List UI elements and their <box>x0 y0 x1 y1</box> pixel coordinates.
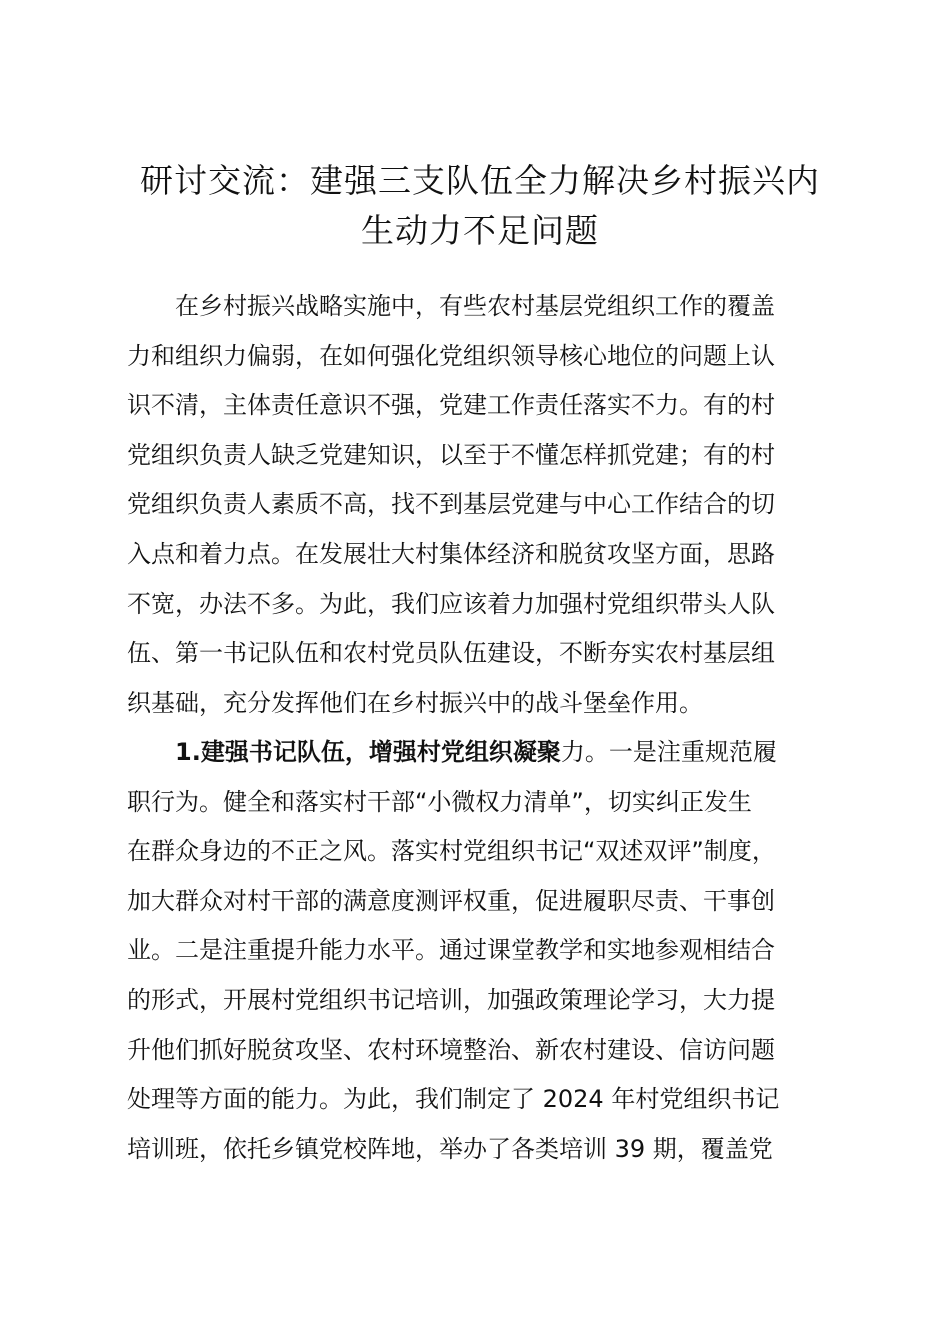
paragraph-line: 职行为。健全和落实村干部“小微权力清单”，切实纠正发生 <box>127 787 752 816</box>
paragraph-intro <box>127 282 837 728</box>
document-title <box>100 156 860 256</box>
paragraph-line: 织基础，充分发挥他们在乡村振兴中的战斗堡垒作用。 <box>127 688 703 717</box>
paragraph-line: 伍、第一书记队伍和农村党员队伍建设，不断夯实农村基层组 <box>127 639 775 668</box>
paragraph-line: 在乡村振兴战略实施中，有些农村基层党组织工作的覆盖 <box>175 292 775 320</box>
section-heading: 1.建强书记队伍，增强村党组织凝聚 <box>175 738 561 766</box>
paragraph-line: 升他们抓好脱贫攻坚、农村环境整治、新农村建设、信访问题 <box>127 1035 775 1064</box>
title-line-1: 研讨交流：建强三支队伍全力解决乡村振兴内 <box>140 161 820 200</box>
paragraph-line: 的形式，开展村党组织书记培训，加强政策理论学习，大力提 <box>127 985 775 1014</box>
paragraph-line: 加大群众对村干部的满意度测评权重，促进履职尽责、干事创 <box>127 886 775 915</box>
paragraph-line: 识不清，主体责任意识不强，党建工作责任落实不力。有的村 <box>127 391 775 420</box>
paragraph-line: 党组织负责人缺乏党建知识，以至于不懂怎样抓党建；有的村 <box>127 440 775 469</box>
paragraph-line: 不宽，办法不多。为此，我们应该着力加强村党组织带头人队 <box>127 589 775 618</box>
paragraph-line: 在群众身边的不正之风。落实村党组织书记“双述双评”制度， <box>127 837 776 866</box>
paragraph-line: 入点和着力点。在发展壮大村集体经济和脱贫攻坚方面，思路 <box>127 539 775 568</box>
paragraph-line: 培训班，依托乡镇党校阵地，举办了各类培训 39 期，覆盖党 <box>127 1134 773 1163</box>
section-first-line-text: 力。一是注重规范履 <box>560 738 777 766</box>
title-line-2: 生动力不足问题 <box>361 211 599 250</box>
paragraph-line: 处理等方面的能力。为此，我们制定了 2024 年村党组织书记 <box>127 1085 780 1114</box>
paragraph-line: 业。二是注重提升能力水平。通过课堂教学和实地参观相结合 <box>127 936 775 965</box>
paragraph-line: 党组织负责人素质不高，找不到基层党建与中心工作结合的切 <box>127 490 775 519</box>
paragraph-line: 力和组织力偏弱，在如何强化党组织领导核心地位的问题上认 <box>127 341 775 370</box>
paragraph-first-line <box>127 728 837 778</box>
paragraph-section-1 <box>127 728 837 1174</box>
